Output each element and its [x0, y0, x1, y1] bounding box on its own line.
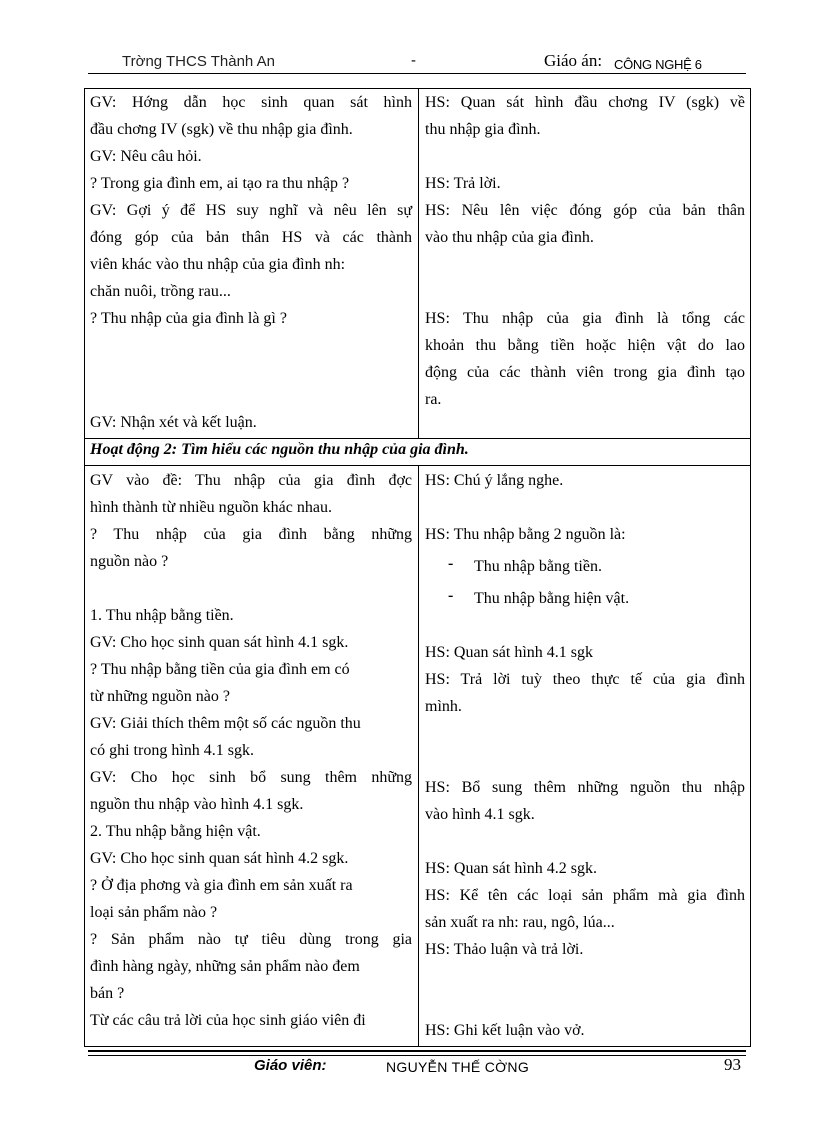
- teacher-line: GV: Cho học sinh bổ sung thêm những: [90, 769, 412, 786]
- student-line: động của các thành viên trong gia đình tạo: [425, 364, 745, 381]
- teacher-name: NGUYỄN THẾ CỜNG: [386, 1059, 530, 1075]
- teacher-label: Giáo viên:: [254, 1057, 327, 1074]
- student-observe-4-1: [425, 639, 745, 720]
- student-line: vào hình 4.1 sgk.: [425, 806, 535, 823]
- student-line: HS: Quan sát hình đầu chơng IV (sgk) về: [425, 94, 745, 111]
- student-supplement: [425, 774, 745, 828]
- teacher-column-top: [90, 89, 412, 332]
- teacher-line: đình hàng ngày, những sản phẩm nào đem: [90, 958, 360, 975]
- student-line: sản xuất ra nh: rau, ngô, lúa...: [425, 914, 615, 931]
- teacher-line: ? Sản phẩm nào tự tiêu dùng trong gia: [90, 931, 412, 948]
- bullet-text: Thu nhập bằng tiền.: [474, 558, 602, 575]
- student-observe-4-2: [425, 855, 745, 963]
- bullet-mark: -: [448, 587, 454, 604]
- column-divider-top: [418, 88, 419, 438]
- bullet-mark: -: [448, 555, 454, 572]
- teacher-line: hình thành từ nhiều nguồn khác nhau.: [90, 499, 332, 516]
- student-definition: [425, 305, 745, 413]
- lesson-plan-label: Giáo án:: [544, 51, 603, 70]
- teacher-line: GV: Hớng dẫn học sinh quan sát hình: [90, 94, 412, 111]
- teacher-line: GV: Giải thích thêm một số các nguồn thu: [90, 715, 361, 732]
- footer-rule: [88, 1055, 746, 1056]
- student-column-top: [425, 89, 745, 143]
- student-line: HS: Thu nhập của gia đình là tổng các: [425, 310, 745, 327]
- teacher-line: ? Thu nhập của gia đình là gì ?: [90, 310, 287, 327]
- teacher-column-bottom-2: [90, 602, 412, 1034]
- activity-heading: Hoạt động 2: Tìm hiểu các nguồn thu nhập của gia đình.: [90, 441, 469, 458]
- teacher-line: loại sản phẩm nào ?: [90, 904, 218, 921]
- student-line: HS: Trả lời tuỳ theo thực tế của gia đình: [425, 671, 745, 688]
- student-line: mình.: [425, 698, 462, 715]
- page-header: [88, 52, 746, 74]
- teacher-line: từ những nguồn nào ?: [90, 688, 230, 705]
- teacher-line: GV: Cho học sinh quan sát hình 4.2 sgk.: [90, 850, 349, 867]
- teacher-line: ? Trong gia đình em, ai tạo ra thu nhập ?: [90, 175, 350, 192]
- teacher-line: GV: Cho học sinh quan sát hình 4.1 sgk.: [90, 634, 349, 651]
- student-note: [425, 1017, 745, 1044]
- teacher-line: bán ?: [90, 985, 125, 1002]
- column-divider-bottom: [418, 465, 419, 1046]
- student-line: khoản thu bằng tiền hoặc hiện vật do lao: [425, 337, 745, 354]
- student-line: ra.: [425, 391, 442, 408]
- school-name: Trờng THCS Thành An: [122, 53, 275, 70]
- teacher-line: GV: Nhận xét và kết luận.: [90, 414, 257, 431]
- student-line: HS: Ghi kết luận vào vở.: [425, 1022, 585, 1039]
- teacher-line: chăn nuôi, trồng rau...: [90, 283, 231, 300]
- student-line: thu nhập gia đình.: [425, 121, 541, 138]
- student-line: vào thu nhập của gia đình.: [425, 229, 594, 246]
- row-divider-activity-top: [85, 438, 750, 439]
- page-number: 93: [724, 1055, 741, 1074]
- teacher-line: Từ các câu trả lời của học sinh giáo viên đi: [90, 1012, 366, 1029]
- teacher-line: 2. Thu nhập bằng hiện vật.: [90, 823, 261, 840]
- student-listen: [425, 467, 745, 494]
- teacher-line: ? Ở địa phơng và gia đình em sản xuất ra: [90, 877, 353, 894]
- student-line: HS: Chú ý lắng nghe.: [425, 472, 564, 489]
- student-sources: [425, 521, 745, 548]
- student-answer: [425, 170, 745, 251]
- teacher-line: 1. Thu nhập bằng tiền.: [90, 607, 234, 624]
- student-line: HS: Trả lời.: [425, 175, 501, 192]
- teacher-line: đóng góp của bản thân HS và các thành: [90, 229, 412, 246]
- bullet-text: Thu nhập bằng hiện vật.: [474, 590, 630, 607]
- teacher-conclusion: [90, 409, 412, 436]
- student-line: HS: Quan sát hình 4.2 sgk.: [425, 860, 597, 877]
- student-line: HS: Bổ sung thêm những nguồn thu nhập: [425, 779, 745, 796]
- header-rule: [88, 73, 746, 74]
- teacher-line: viên khác vào thu nhập của gia đình nh:: [90, 256, 346, 273]
- student-line: HS: Quan sát hình 4.1 sgk: [425, 644, 593, 661]
- teacher-line: GV vào đề: Thu nhập của gia đình đợc: [90, 472, 412, 489]
- footer-rule: [88, 1050, 746, 1052]
- subject-name: CÔNG NGHỆ 6: [614, 57, 702, 72]
- teacher-line: nguồn nào ?: [90, 553, 169, 570]
- teacher-line: GV: Gợi ý để HS suy nghĩ và nêu lên sự: [90, 202, 412, 219]
- teacher-line: ? Thu nhập bằng tiền của gia đình em có: [90, 661, 350, 678]
- student-line: HS: Kể tên các loại sản phẩm mà gia đình: [425, 887, 745, 904]
- teacher-column-bottom: [90, 467, 412, 575]
- teacher-line: đầu chơng IV (sgk) về thu nhập gia đình.: [90, 121, 353, 138]
- teacher-line: có ghi trong hình 4.1 sgk.: [90, 742, 254, 759]
- teacher-line: ? Thu nhập của gia đình bằng những: [90, 526, 412, 543]
- student-line: HS: Nêu lên việc đóng góp của bản thân: [425, 202, 745, 219]
- teacher-line: nguồn thu nhập vào hình 4.1 sgk.: [90, 796, 304, 813]
- student-line: HS: Thu nhập bằng 2 nguồn là:: [425, 526, 626, 543]
- teacher-line: GV: Nêu câu hỏi.: [90, 148, 202, 165]
- student-line: HS: Thảo luận và trả lời.: [425, 941, 584, 958]
- header-separator: -: [411, 52, 416, 69]
